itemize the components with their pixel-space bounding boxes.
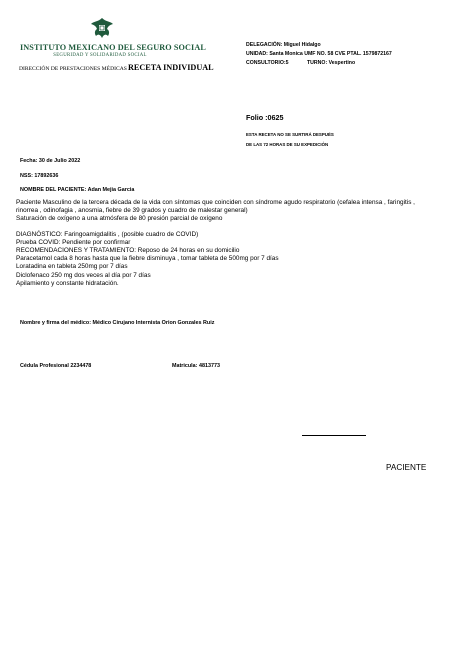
- clinical-note-line: Saturación de oxígeno a una atmósfera de 80 presión parcial de oxígeno: [16, 215, 223, 223]
- prescription-line: Loratadina en tableta 250mg por 7 días: [16, 263, 128, 271]
- clinical-note-line: Paciente Masculino de la tercera década de la vida con síntomas que coinciden con síndrome agudo respiratorio (cefalea intensa , faringitis ,: [16, 199, 415, 206]
- clinical-note-line: rinorrea , odinofagia , anosmia, fiebre de 39 grados y cuadro de malestar general): [16, 207, 248, 215]
- turno-field: TURNO: Vespertino: [307, 60, 356, 66]
- prescription-line: Apilamiento y constante hidratación.: [16, 279, 119, 287]
- unidad-field: UNIDAD: Santa Monica UMF NO. 58 CVE PTAL. 1579872167: [246, 51, 392, 57]
- consultorio-field: CONSULTORIO:5: [246, 60, 289, 66]
- doctor-name-field: Nombre y firma del médico: Médico Cirujano Internista Orion Gonzales Ruiz: [20, 320, 215, 326]
- imss-eagle-emblem-icon: [88, 16, 116, 42]
- imss-logo: [20, 16, 206, 64]
- prescription-line: DIAGNÓSTICO: Faringoamigdalitis , (posible cuadro de COVID): [16, 231, 199, 238]
- institution-name: INSTITUTO MEXICANO DEL SEGURO SOCIAL: [20, 43, 206, 52]
- patient-name-field: NOMBRE DEL PACIENTE: Adan Mejia Garcia: [20, 187, 135, 193]
- matricula-field: Matricula: 4813773: [172, 363, 220, 369]
- prescription-line: Prueba COVID: Pendiente por confirmar: [16, 239, 131, 247]
- prescription-line: Diclofenaco 250 mg dos veces al día por 7 días: [16, 271, 151, 279]
- cedula-field: Cédula Profesional 2234478: [20, 363, 92, 369]
- fecha-field: Fecha: 30 de Julio 2022: [20, 158, 81, 164]
- delegacion-field: DELEGACIÓN: Miguel Hidalgo: [246, 42, 321, 48]
- institution-tagline: SEGURIDAD Y SOLIDARIDAD SOCIAL: [53, 53, 147, 58]
- folio-number: Folio :0625: [246, 113, 284, 122]
- nss-field: NSS: 17892636: [20, 173, 59, 179]
- notice-line-1: ESTA RECETA NO SE SURTIRÁ DESPUÉS: [246, 132, 334, 137]
- patient-copy-label: PACIENTE: [386, 463, 427, 472]
- signature-line: [302, 435, 366, 436]
- notice-line-2: DE LAS 72 HORAS DE SU EXPEDICIÓN: [246, 142, 329, 147]
- document-title: RECETA INDIVIDUAL: [128, 63, 214, 72]
- prescription-line: RECOMENDACIONES Y TRATAMIENTO: Reposo de 24 horas en su domicilio: [16, 247, 240, 255]
- division-name: DIRECCIÓN DE PRESTACIONES MÉDICAS: [19, 66, 127, 72]
- prescription-line: Paracetamol cada 8 horas hasta que la fiebre disminuya , tomar tableta de 500mg por 7 días: [16, 255, 279, 263]
